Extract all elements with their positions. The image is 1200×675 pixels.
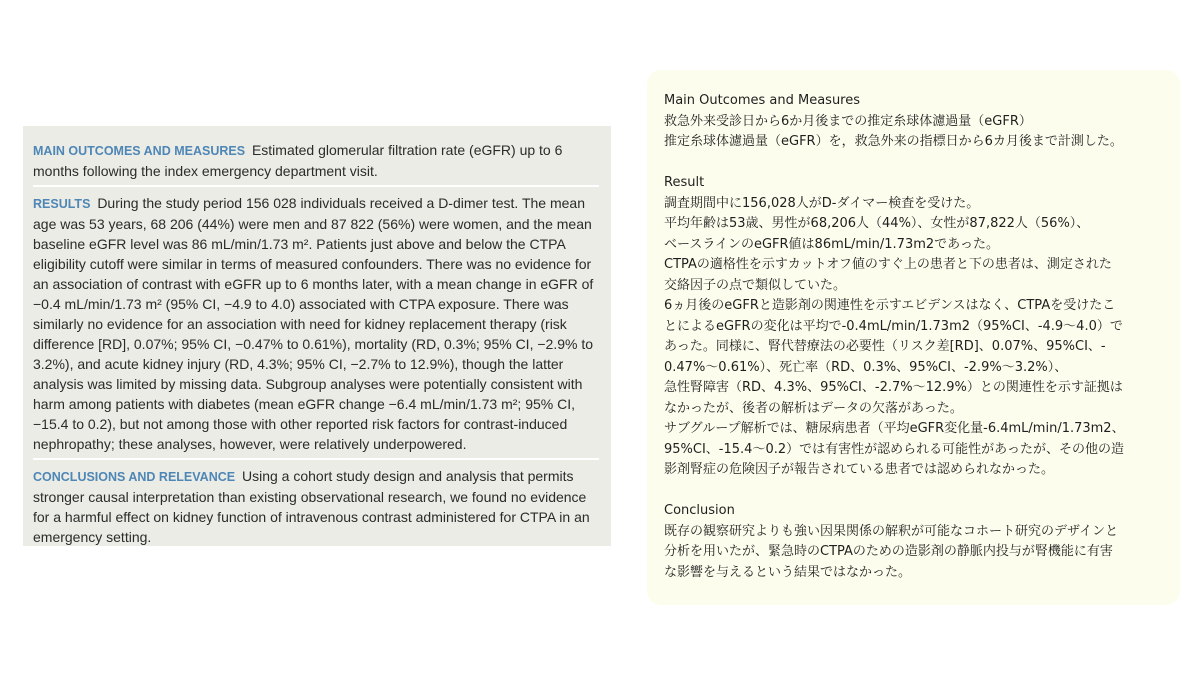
- main-outcomes-heading: MAIN OUTCOMES AND MEASURES: [33, 144, 246, 158]
- japanese-summary-panel: [647, 70, 1180, 605]
- summary-line: 影剤腎症の危険因子が報告されている患者では認められなかった。: [664, 462, 1055, 477]
- conclusions-text: Using a cohort study design and analysis that permits stronger causal interpretation than existing observational research, we found no evidence for a harmful effect on kidney function of intravenous contrast administered for CTPA in an emergency setting.: [33, 468, 590, 545]
- summary-line: なかったが、後者の解析はデータの欠落があった。: [664, 400, 963, 416]
- summary-line: 6ヵ月後のeGFRと造影剤の関連性を示すエビデンスはなく、CTPAを受けたこ: [664, 298, 1116, 313]
- main-outcomes-section: [33, 138, 599, 187]
- main-outcomes-text: Estimated glomerular filtration rate (eGFR) up to 6 months following the index emergency department visit.: [33, 142, 563, 179]
- section-title: Main Outcomes and Measures: [664, 93, 861, 108]
- summary-line: ベースラインのeGFR値は86mL/min/1.73m2であった。: [664, 236, 1000, 252]
- results-heading: RESULTS: [33, 197, 91, 211]
- conclusions-heading: CONCLUSIONS AND RELEVANCE: [33, 470, 236, 484]
- summary-line: 分析を用いたが、緊急時のCTPAのための造影剤の静脈内投与が腎機能に有害: [664, 544, 1113, 559]
- results-text: During the study period 156 028 individuals received a D-dimer test. The mean age was 53 years, 68 206 (44%) were men and 87 822 (56%) were women, and the mean baseline eGFR level was 86 mL/min/1.73 m². Patients just above and below the CTPA eligibility cutoff were similar in terms of measured confounders. There was no evidence for an association of contrast with eGFR up to 6 months later, with a mean change in eGFR of −0.4 mL/min/1.73 m² (95% CI, −4.9 to 4.0) associated with CTPA exposure. There was similarly no evidence for an association with need for kidney replacement therapy (risk difference [RD], 0.07%; 95% CI, −0.47% to 0.61%), mortality (RD, 0.3%; 95% CI, −2.9% to 3.2%), and acute kidney injury (RD, 4.3%; 95% CI, −2.7% to 12.9%), though the latter analysis was limited by missing data. Subgroup analyses were potentially consistent with harm among patients with diabetes (mean eGFR change −6.4 mL/min/1.73 m²; 95% CI, −15.4 to 0.2), but not among those with other reported risk factors for contrast-induced nephropathy; these analyses, however, were relatively underpowered.: [33, 195, 594, 452]
- outcomes-block: [664, 91, 1170, 153]
- summary-line: 救急外来受診日から6か月後までの推定糸球体濾過量（eGFR）: [664, 113, 1032, 129]
- summary-line: 95%CI、-15.4〜0.2）では有害性が認められる可能性があったが、その他の造: [664, 441, 1124, 457]
- summary-line: 0.47%〜0.61%）、死亡率（RD、0.3%、95%CI、-2.9%〜3.2%）、: [664, 359, 1068, 375]
- result-block: [664, 173, 1170, 481]
- summary-line: あった。同様に、腎代替療法の必要性（リスク差[RD]、0.07%、95%CI、-: [664, 339, 1106, 354]
- summary-line: サブグループ解析では、糖尿病患者（平均eGFR変化量-6.4mL/min/1.73m2、: [664, 421, 1125, 436]
- summary-line: 平均年齢は53歳、男性が68,206人（44%）、女性が87,822人（56%）、: [664, 216, 1090, 231]
- conclusion-block: [664, 501, 1170, 583]
- summary-line: とによるeGFRの変化は平均で-0.4mL/min/1.73m2（95%CI、-4.9〜4.0）で: [664, 318, 1123, 334]
- section-title: Result: [664, 175, 705, 190]
- summary-line: 既存の観察研究よりも強い因果関係の解釈が可能なコホート研究のデザインと: [664, 523, 1119, 539]
- summary-line: CTPAの適格性を示すカットオフ値のすぐ上の患者と下の患者は、測定された: [664, 257, 1112, 272]
- results-section: [33, 191, 599, 460]
- section-title: Conclusion: [664, 503, 735, 518]
- summary-line: な影響を与えるという結果ではなかった。: [664, 564, 912, 580]
- summary-line: 急性腎障害（RD、4.3%、95%CI、-2.7%〜12.9%）との関連性を示す証拠は: [664, 380, 1123, 395]
- summary-line: 交絡因子の点で類似していた。: [664, 277, 847, 293]
- conclusions-section: [33, 464, 599, 551]
- summary-line: 推定糸球体濾過量（eGFR）を，救急外来の指標日から6カ月後まで計測した。: [664, 134, 1123, 149]
- english-abstract-panel: [23, 126, 611, 546]
- summary-line: 調査期間中に156,028人がD-ダイマー検査を受けた。: [664, 195, 980, 211]
